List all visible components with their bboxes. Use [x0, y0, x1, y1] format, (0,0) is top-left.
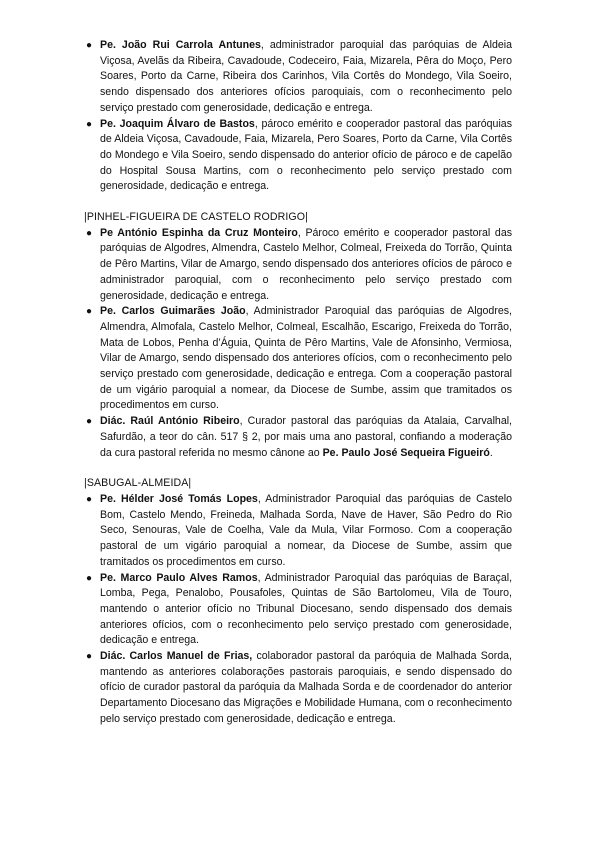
- bullet-icon: ●: [86, 493, 93, 505]
- bullet-icon: ●: [86, 651, 93, 663]
- list-item: [84, 304, 512, 414]
- moderator-name: Pe. Paulo José Sequeira Figueiró: [322, 446, 490, 459]
- appointment-text: , Curador pastoral das paróquias da Atalaia, Carvalhal, Safurdão, a teor do cân. 517 § 2, por mais uma ano pastoral, confiando a moderação da cura pastoral referida no mesmo cânone ao: [100, 415, 513, 459]
- list-item: [84, 117, 512, 196]
- list-item: [84, 226, 512, 305]
- appointment-text: , Administrador Paroquial das paróquias de Baraçal, Lomba, Pega, Penalobo, Pousafoles, Quintas de São Bartolomeu, Vila de Touro, mantendo o anterior ofício no Tribunal Diocesano, sendo dispensado dos demais anteriores ofícios, com o reconhecimento pelo serviço prestado com generosidade, dedicação e entrega.: [100, 571, 513, 647]
- section-heading: |SABUGAL-ALMEIDA|: [84, 477, 192, 490]
- bullet-icon: ●: [86, 118, 93, 130]
- section-continuation: [84, 38, 512, 195]
- clergy-name: Pe. Joaquim Álvaro de Bastos: [100, 117, 255, 130]
- appointment-list: [84, 492, 512, 728]
- list-item: [84, 571, 512, 650]
- list-item: [84, 649, 512, 728]
- appointment-text: , administrador paroquial das paróquias de Aldeia Viçosa, Avelãs da Ribeira, Cavadoude, Codeceiro, Faia, Mizarela, Pêra do Moço, Pero Soares, Porto da Carne, Ribeira dos Carinhos, Vila Cortês do Mondego, Vila Soeiro, sendo dispensado dos anteriores ofícios paroquiais, com o reconhecimento pelo serviço prestado com generosidade, dedicação e entrega.: [100, 39, 512, 114]
- appointment-list: [84, 226, 512, 462]
- appointment-text: , pároco emérito e cooperador pastoral das paróquias de Aldeia Viçosa, Cavadoude, Faia, Mizarela, Pero Soares, Porto da Carne, Vila Cortês do Mondego e Vila Soeiro, sendo dispensado do anterior ofício de pároco e de capelão do Hospital Sousa Martins, com o reconhecimento pelo serviço prestado com generosidade, dedicação e entrega.: [100, 117, 512, 193]
- bullet-icon: ●: [86, 227, 93, 239]
- clergy-name: Diác. Carlos Manuel de Frias,: [100, 650, 253, 663]
- clergy-name: Diác. Raúl António Ribeiro: [100, 415, 240, 428]
- list-item: [84, 492, 512, 571]
- section-sabugal: [84, 476, 512, 727]
- appointment-list: [84, 38, 512, 195]
- clergy-name: Pe. João Rui Carrola Antunes: [100, 39, 261, 51]
- clergy-name: Pe. Hélder José Tomás Lopes: [100, 492, 258, 505]
- section-pinhel: [84, 210, 512, 461]
- clergy-name: Pe. Marco Paulo Alves Ramos: [100, 571, 258, 584]
- clergy-name: Pe António Espinha da Cruz Monteiro: [100, 226, 298, 239]
- bullet-icon: ●: [86, 40, 93, 51]
- list-item: [84, 38, 512, 117]
- bullet-icon: ●: [86, 306, 93, 318]
- appointment-text: , Administrador Paroquial das paróquias de Castelo Bom, Castelo Mendo, Freineda, Malhada Sorda, Nave de Haver, São Pedro do Rio Seco, Senouras, Vale de Coelha, Vale da Mula, Vilar Formoso. Com a cooperação pastoral de um vigário paroquial a nomear, da Diocese de Sumbe, assim que tramitados os procedimentos em curso.: [100, 492, 512, 568]
- appointment-text: colaborador pastoral da paróquia de Malhada Sorda, mantendo as anteriores colaborações pastorais paroquiais, e sendo dispensado do ofício de curador pastoral da paróquia da Malhada Sorda e de coordenador do anterior Departamento Diocesano das Migrações e Mobilidade Humana, com o reconhecimento pelo serviço prestado com generosidade, dedicação e entrega.: [100, 650, 512, 725]
- appointment-text: , Administrador Paroquial das paróquias de Algodres, Almendra, Almofala, Castelo Melhor, Colmeal, Escalhão, Escarigo, Freixeda do Torrão, Mata de Lobos, Penha d’Águia, Quinta de Pêro Martins, Vale de Afonsinho, Vermiosa, Vilar de Amargo, sendo dispensado dos anteriores ofícios, com o reconhecimento pelo serviço prestado com generosidade, dedicação e entrega. Com a cooperação pastoral de um vigário paroquial a nomear, da Diocese de Sumbe, assim que tramitados os procedimentos em curso.: [100, 305, 512, 412]
- clergy-name: Pe. Carlos Guimarães João: [100, 305, 246, 318]
- appointment-text: , Pároco emérito e cooperador pastoral das paróquias de Algodres, Almendra, Castelo Melhor, Colmeal, Freixeda do Torrão, Quinta de Pêro Martins, Vilar de Amargo, sendo dispensado dos anteriores ofícios de pároco e administrador paroquial, com o reconhecimento pelo serviço prestado com generosidade, dedicação e entrega.: [100, 226, 513, 302]
- bullet-icon: ●: [86, 572, 93, 584]
- list-item: [84, 414, 512, 461]
- bullet-icon: ●: [86, 416, 93, 428]
- appointment-text-end: .: [489, 446, 493, 459]
- section-heading: |PINHEL-FIGUEIRA DE CASTELO RODRIGO|: [84, 211, 308, 224]
